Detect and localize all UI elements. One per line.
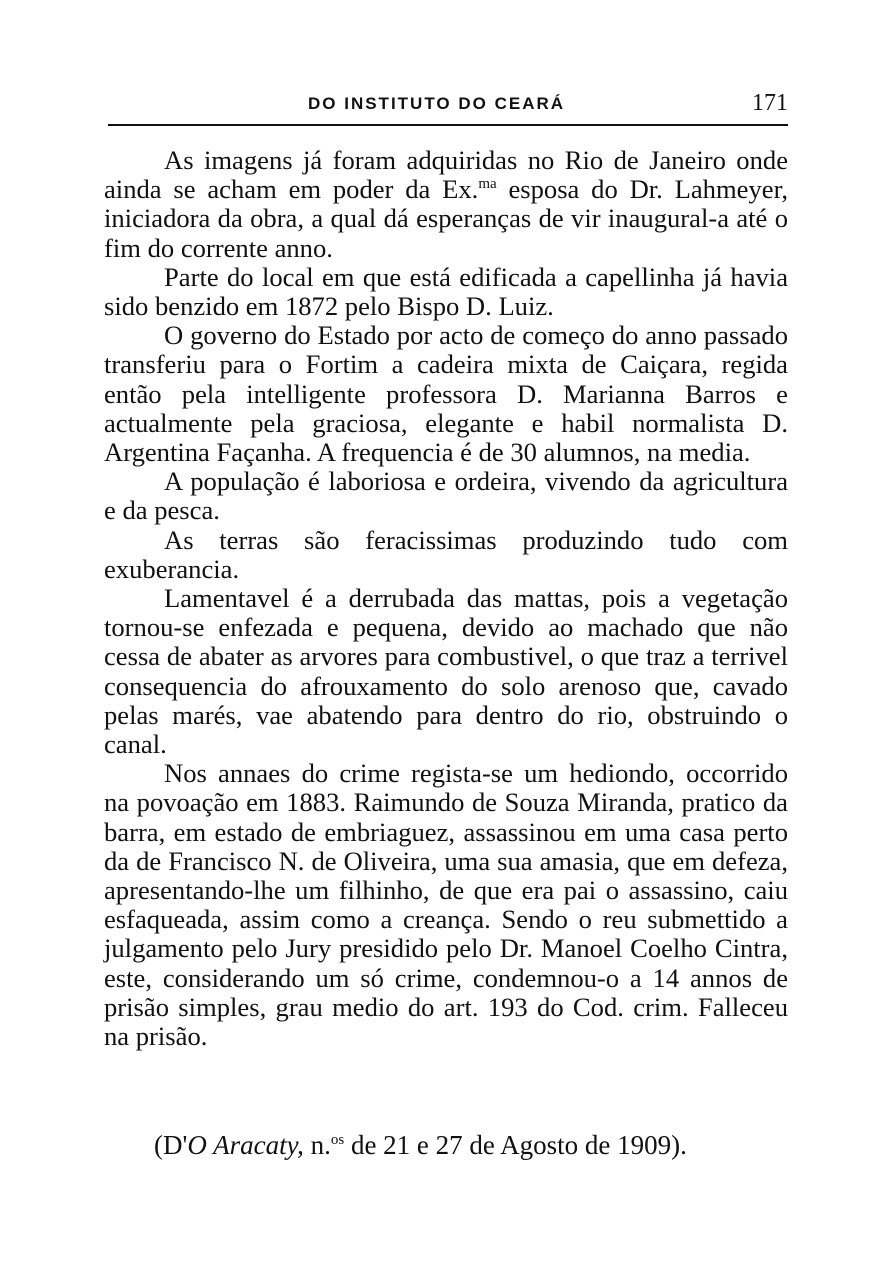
paragraph-text: As imagens já foram adquiridas no Rio de Janeiro onde ainda se acham em poder da Ex.	[104, 145, 788, 205]
running-title: DO INSTITUTO DO CEARÁ	[308, 94, 566, 113]
source-citation	[154, 1130, 794, 1161]
citation-number-label: n.	[303, 1130, 331, 1160]
paragraph: O governo do Estado por acto de começo do anno passado transferiu para o Fortim a cadeira mixta de Caiçara, regida então pela intelligente professora D. Marianna Barros e actualmente pela graciosa, elegante e habil normalista D. Argentina Façanha. A frequencia é de 30 alumnos, na media.	[104, 320, 788, 468]
paragraph: Parte do local em que está edificada a capellinha já havia sido benzido em 1872 pelo Bispo D. Luiz.	[104, 261, 788, 322]
page-header	[108, 84, 788, 126]
paragraph-text: esposa do Dr. Lahmeyer, iniciadora da obra, a qual dá esperanças de vir inaugural-a até o fim do corrente anno.	[104, 174, 789, 263]
citation-prefix: (D'	[154, 1130, 188, 1160]
paragraph	[104, 146, 788, 263]
superscript: os	[330, 1132, 345, 1148]
citation-title: O Aracaty,	[187, 1130, 304, 1160]
paragraph: As terras são feracissimas produzindo tudo com exuberancia.	[104, 524, 788, 584]
paragraph: Nos annaes do crime regista-se um hediondo, occorrido na povoação em 1883. Raimundo de Souza Miranda, pratico da barra, em estado de embriaguez, assassinou em uma casa perto da de Francisco N. de Oliveira, uma sua amasia, que em defeza, apresentando-lhe um filhinho, de que era pai o assassino, caiu esfaqueada, assim como a creança. Sendo o reu submettido a julgamento pelo Jury presidido pelo Dr. Manoel Coelho Cintra, este, considerando um só crime, condemnou-o a 14 annos de prisão simples, grau medio do art. 193 do Cod. crim. Falleceu na prisão.	[104, 758, 788, 1052]
paragraph: Lamentavel é a derrubada das mattas, pois a vegetação tornou-se enfezada e pequena, devido ao machado que não cessa de abater as arvores para combustivel, o que traz a terrivel consequencia do afrouxamento do solo arenoso que, cavado pelas marés, vae abatendo para dentro do rio, obstruindo o canal.	[104, 583, 788, 760]
page-number: 171	[752, 90, 788, 116]
superscript: ma	[478, 176, 497, 193]
body-text	[104, 146, 788, 1051]
citation-dates: de 21 e 27 de Agosto de 1909).	[344, 1130, 687, 1160]
paragraph: A população é laboriosa e ordeira, vivendo da agricultura e da pesca.	[104, 466, 788, 526]
